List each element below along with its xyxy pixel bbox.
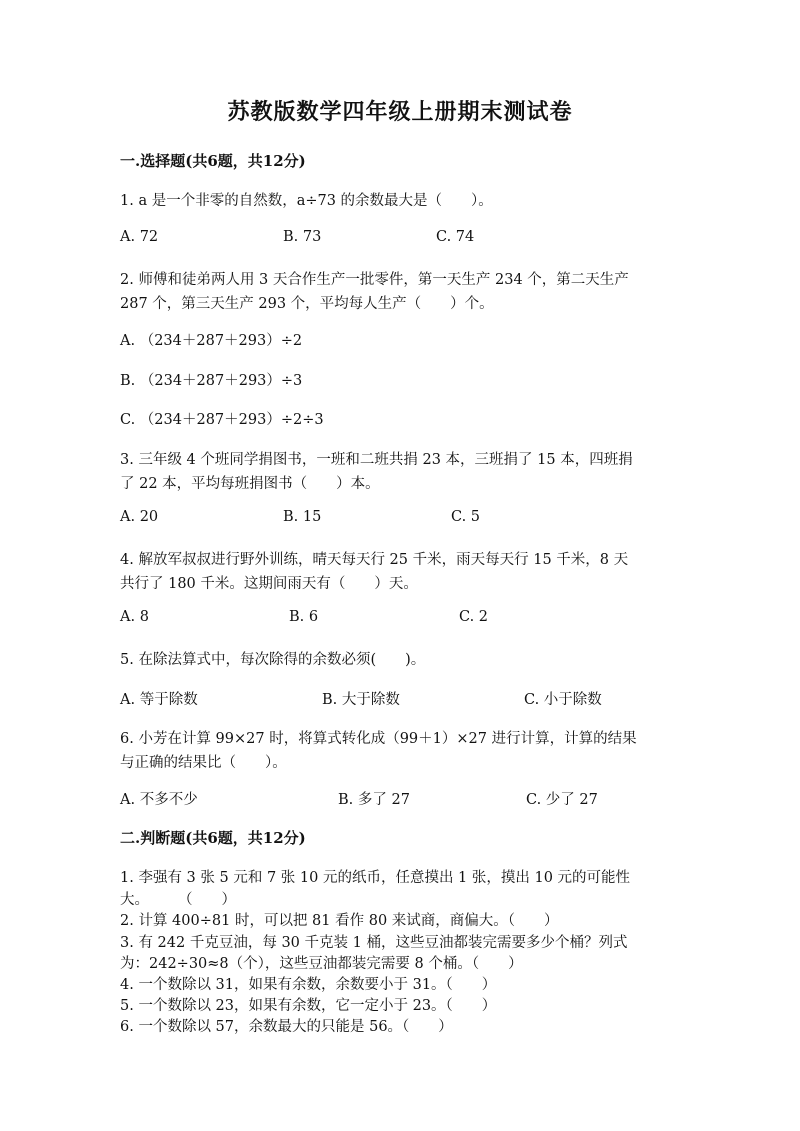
question-6-option-c: C. 少了 27 — [526, 792, 598, 808]
question-6-option-a: A. 不多不少 — [120, 792, 198, 808]
question-6-text-line2: 与正确的结果比（ ）。 — [120, 755, 287, 771]
question-2-text-line2: 287 个，第三天生产 293 个，平均每人生产（ ）个。 — [120, 296, 494, 312]
question-5-option-b: B. 大于除数 — [322, 692, 400, 708]
section-heading-judgement: 二.判断题(共6题，共12分) — [120, 829, 306, 847]
question-4-option-a: A. 8 — [120, 609, 149, 625]
question-5-option-a: A. 等于除数 — [120, 692, 198, 708]
question-3-option-a: A. 20 — [120, 509, 159, 525]
question-3-option-c: C. 5 — [451, 509, 481, 525]
question-1-option-c: C. 74 — [436, 229, 475, 245]
question-2-option-a: A. （234＋287＋293）÷2 — [120, 333, 303, 349]
question-4-text-line1: 4. 解放军叔叔进行野外训练，晴天每天行 25 千米，雨天每天行 15 千米，8 天 — [120, 552, 629, 568]
question-6-option-b: B. 多了 27 — [338, 792, 410, 808]
question-1-option-a: A. 72 — [120, 229, 159, 245]
judgement-6: 6. 一个数除以 57，余数最大的只能是 56。（ ） — [120, 1019, 453, 1035]
question-3-text-line1: 3. 三年级 4 个班同学捐图书，一班和二班共捐 23 本，三班捐了 15 本，四班捐 — [120, 452, 633, 468]
question-2-option-b: B. （234＋287＋293）÷3 — [120, 373, 303, 389]
judgement-3-line1: 3. 有 242 千克豆油，每 30 千克装 1 桶，这些豆油都装完需要多少个桶？列式 — [120, 935, 628, 951]
question-6-text-line1: 6. 小芳在计算 99×27 时，将算式转化成（99＋1）×27 进行计算，计算的结果 — [120, 731, 637, 747]
section-heading-choice: 一.选择题(共6题，共12分) — [120, 152, 306, 170]
judgement-1-line1: 1. 李强有 3 张 5 元和 7 张 10 元的纸币，任意摸出 1 张，摸出 10 元的可能性 — [120, 870, 631, 886]
judgement-1-line2: 大。 （ ） — [120, 892, 236, 908]
question-1-text: 1. a 是一个非零的自然数，a÷73 的余数最大是（ ）。 — [120, 193, 493, 209]
question-5-option-c: C. 小于除数 — [524, 692, 602, 708]
judgement-2: 2. 计算 400÷81 时，可以把 81 看作 80 来试商，商偏大。（ ） — [120, 913, 559, 929]
judgement-4: 4. 一个数除以 31，如果有余数，余数要小于 31。（ ） — [120, 977, 497, 993]
judgement-5: 5. 一个数除以 23，如果有余数，它一定小于 23。（ ） — [120, 998, 497, 1014]
question-3-option-b: B. 15 — [283, 509, 322, 525]
question-4-text-line2: 共行了 180 千米。这期间雨天有（ ）天。 — [120, 576, 418, 592]
question-2-option-c: C. （234＋287＋293）÷2÷3 — [120, 412, 324, 428]
question-4-option-c: C. 2 — [459, 609, 489, 625]
page-title: 苏教版数学四年级上册期末测试卷 — [227, 99, 573, 125]
question-2-text-line1: 2. 师傅和徒弟两人用 3 天合作生产一批零件，第一天生产 234 个，第二天生产 — [120, 272, 629, 288]
question-1-option-b: B. 73 — [283, 229, 322, 245]
question-5-text: 5. 在除法算式中，每次除得的余数必须( )。 — [120, 652, 426, 668]
question-3-text-line2: 了 22 本，平均每班捐图书（ ）本。 — [120, 476, 380, 492]
judgement-3-line2: 为：242÷30≈8（个），这些豆油都装完需要 8 个桶。（ ） — [120, 956, 523, 972]
question-4-option-b: B. 6 — [289, 609, 319, 625]
